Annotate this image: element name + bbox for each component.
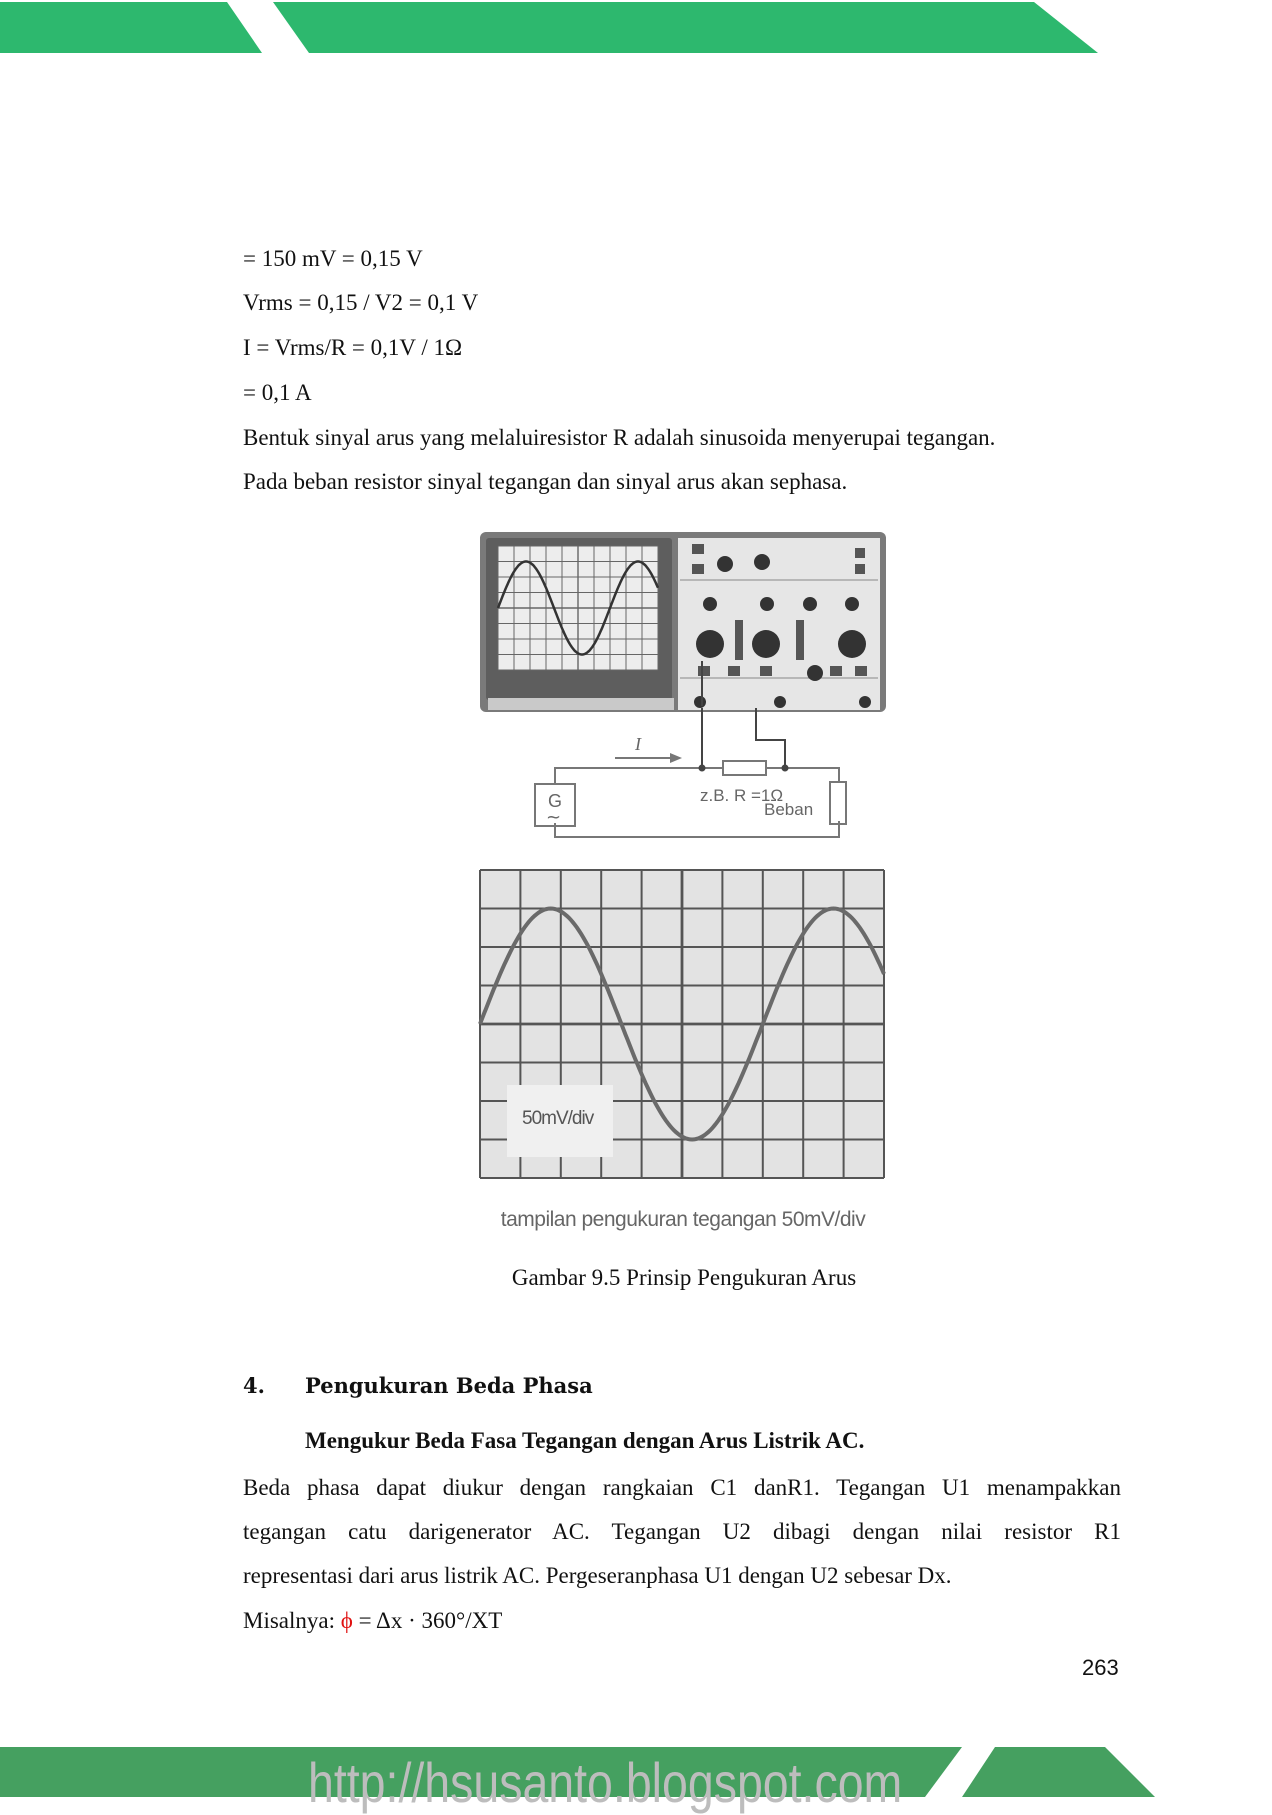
header-banner-right: [273, 2, 1098, 53]
calc-line-2: Vrms = 0,15 / V2 = 0,1 V: [243, 290, 479, 315]
page-number: 263: [1082, 1655, 1119, 1680]
knob-icon: [696, 630, 724, 658]
circuit-wire: [555, 768, 723, 805]
calc-line-1: = 150 mV = 0,15 V: [243, 246, 423, 271]
paragraph-line: Pada beban resistor sinyal tegangan dan sinyal arus akan sephasa.: [243, 469, 848, 494]
section-title: Pengukuran Beda Phasa: [305, 1373, 593, 1398]
knob-icon: [752, 630, 780, 658]
paragraph-line: tegangan catu darigenerator AC. Tegangan U2 dibagi dengan nilai resistor R1: [243, 1519, 1121, 1544]
scale-label: 50mV/div: [522, 1108, 594, 1129]
knob-icon: [717, 556, 733, 572]
scope-caption: tampilan pengukuran tegangan 50mV/div: [500, 1208, 866, 1231]
paragraph-line: Beda phasa dapat diukur dengan rangkaian C1 danR1. Tegangan U1 menampakkan: [243, 1475, 1121, 1500]
knob-icon: [845, 597, 859, 611]
load-symbol: [830, 782, 846, 824]
paragraph-line: representasi dari arus listrik AC. Pergeseranphasa U1 dengan U2 sebesar Dx.: [243, 1563, 952, 1588]
figure-caption: Gambar 9.5 Prinsip Pengukuran Arus: [511, 1265, 857, 1290]
resistor-symbol: [723, 761, 766, 775]
knob-icon: [760, 597, 774, 611]
generator-ac-icon: ~: [546, 807, 562, 828]
oscilloscope-circuit-figure: [470, 520, 910, 840]
knob-icon: [803, 597, 817, 611]
current-label: I: [635, 734, 641, 754]
section-number: 4.: [243, 1373, 265, 1398]
footer-banner-right: [962, 1747, 1155, 1797]
knob-icon: [754, 554, 770, 570]
knob-icon: [859, 696, 871, 708]
knob-icon: [703, 597, 717, 611]
header-banner: [0, 0, 1272, 56]
probe-lead-2: [756, 708, 785, 768]
calc-line-3: I = Vrms/R = 0,1V / 1Ω: [243, 335, 463, 360]
watermark-url: http://hsusanto.blogspot.com: [308, 1751, 903, 1814]
oscilloscope-bottom-strip: [488, 698, 674, 710]
circuit-wire: [555, 821, 839, 837]
resistor-label: z.B. R =1Ω: [700, 786, 784, 805]
load-label: Beban: [764, 800, 814, 819]
generator-label: G: [548, 791, 563, 811]
knob-icon: [694, 696, 706, 708]
calc-line-4: = 0,1 A: [243, 380, 312, 405]
formula-line: [243, 1606, 502, 1636]
oscilloscope-control-panel: [678, 538, 880, 710]
paragraph-line: Bentuk sinyal arus yang melaluiresistor R adalah sinusoida menyerupai tegangan.: [243, 425, 996, 450]
formula-prefix: Misalnya:: [243, 1608, 341, 1633]
header-banner-left: [0, 2, 262, 53]
section-subtitle: Mengukur Beda Fasa Tegangan dengan Arus Listrik AC.: [305, 1428, 865, 1453]
current-arrow-head: [670, 753, 682, 763]
knob-icon: [774, 696, 786, 708]
knob-icon: [838, 630, 866, 658]
phi-symbol: ϕ: [340, 1608, 353, 1633]
scope-display-chart: [470, 860, 900, 1190]
knob-icon: [807, 665, 823, 681]
formula-body: = Δx · 360°/XT: [352, 1608, 503, 1633]
circuit-wire: [766, 768, 839, 782]
